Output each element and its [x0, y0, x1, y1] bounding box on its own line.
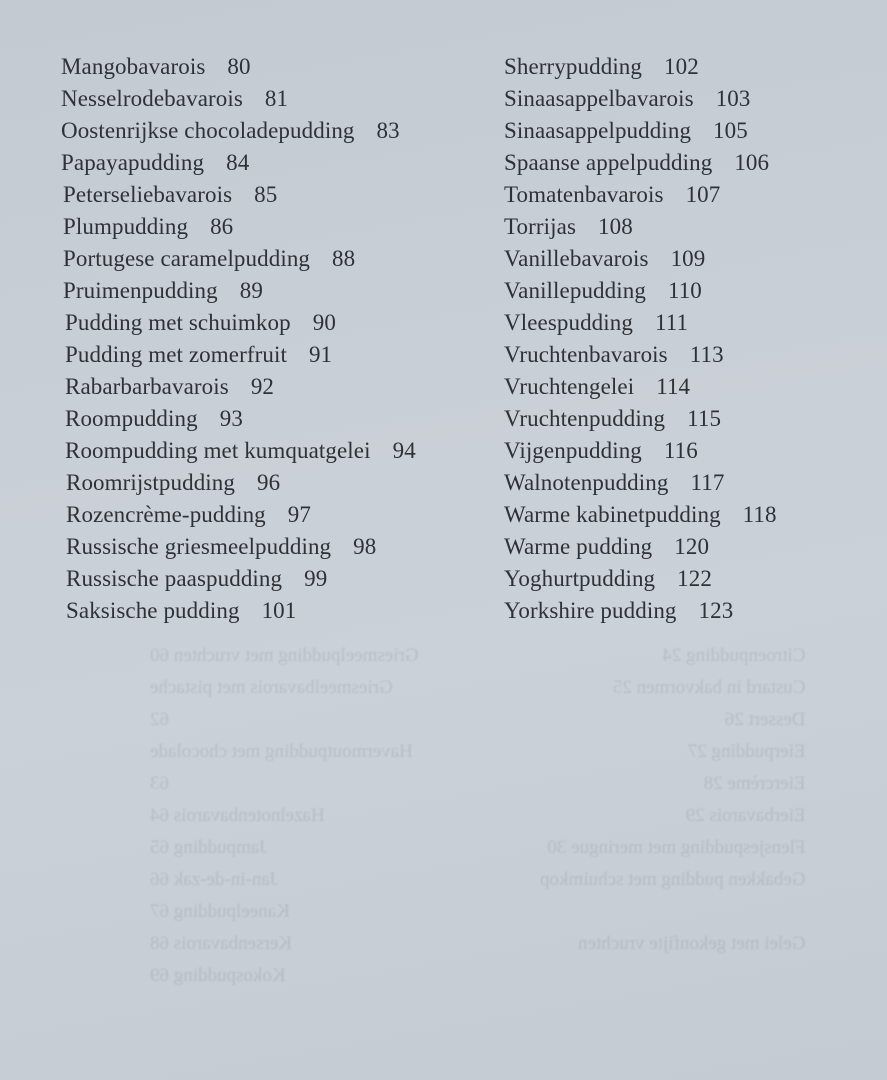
entry-title: Saksische pudding: [66, 598, 240, 623]
entry-title: Torrijas: [504, 214, 577, 239]
entry-title: Roompudding met kumquatgelei: [65, 438, 371, 463]
index-entry: [61, 147, 416, 179]
index-entry: [61, 403, 416, 435]
entry-title: Peterseliebavarois: [63, 182, 233, 207]
entry-title: Pudding met schuimkop: [65, 310, 291, 335]
entry-page-number: 108: [598, 214, 633, 239]
entry-page-number: 116: [663, 438, 698, 463]
entry-title: Rabarbarbavarois: [65, 374, 229, 399]
index-entry: [504, 403, 777, 435]
show-through-text-left: Griesmeelpudding met vruchten 60 Griesmeelbavarois met pistache 62 Havermoutpudding met chocolade 63 Hazelnotenbavarois 64 Jampudding 65 Jan-in-de-zak 66 Kaneelpudding 67 Kersenbavarois 68 Kokospudding 69: [150, 645, 419, 986]
entry-page-number: 110: [667, 278, 702, 303]
entry-page-number: 80: [227, 54, 251, 79]
entry-page-number: 105: [713, 118, 748, 143]
index-entry: [61, 179, 416, 211]
index-column-left: [61, 51, 416, 627]
index-entry: [504, 499, 777, 531]
index-entry: [504, 211, 777, 243]
index-entry: [504, 243, 777, 275]
entry-page-number: 90: [312, 310, 336, 335]
entry-title: Roomrijstpudding: [66, 470, 236, 495]
entry-title: Vruchtenbavarois: [504, 342, 668, 367]
entry-page-number: 97: [287, 502, 311, 527]
index-entry: [504, 147, 777, 179]
index-entry: [61, 435, 416, 467]
entry-title: Vruchtengelei: [504, 374, 635, 399]
entry-title: Warme pudding: [504, 534, 653, 559]
entry-page-number: 96: [257, 470, 281, 495]
entry-page-number: 93: [219, 406, 243, 431]
entry-page-number: 89: [239, 278, 263, 303]
entry-page-number: 92: [250, 374, 275, 399]
entry-title: Vruchtenpudding: [504, 406, 666, 431]
entry-page-number: 122: [677, 566, 712, 591]
entry-title: Russische paaspudding: [66, 566, 283, 591]
entry-title: Vanillepudding: [504, 278, 646, 303]
index-entry: [61, 531, 416, 563]
entry-title: Spaanse appelpudding: [504, 150, 713, 175]
entry-page-number: 113: [689, 342, 724, 367]
entry-title: Pudding met zomerfruit: [65, 342, 287, 367]
index-entry: [504, 307, 777, 339]
entry-title: Vijgenpudding: [504, 438, 642, 463]
index-entry: [504, 595, 777, 627]
entry-title: Nesselrodebavarois: [61, 86, 243, 111]
index-entry: [504, 115, 777, 147]
entry-page-number: 88: [332, 246, 356, 271]
index-entry: [61, 371, 416, 403]
entry-page-number: 85: [254, 182, 278, 207]
entry-title: Russische griesmeelpudding: [66, 534, 332, 559]
index-entry: [504, 339, 777, 371]
entry-title: Mangobavarois: [61, 54, 206, 79]
entry-title: Plumpudding: [63, 214, 189, 239]
index-entry: [504, 275, 777, 307]
index-entry: [504, 371, 777, 403]
entry-title: Walnotenpudding: [504, 470, 669, 495]
entry-page-number: 81: [264, 86, 289, 111]
entry-title: Pruimenpudding: [63, 278, 218, 303]
entry-page-number: 86: [210, 214, 234, 239]
entry-page-number: 102: [664, 54, 699, 79]
entry-title: Sherrypudding: [504, 54, 643, 79]
index-entry: [61, 339, 416, 371]
entry-title: Sinaasappelbavarois: [504, 86, 694, 111]
entry-title: Tomatenbavarois: [504, 182, 664, 207]
entry-page-number: 114: [656, 374, 691, 399]
entry-page-number: 120: [674, 534, 710, 559]
index-entry: [504, 435, 777, 467]
index-entry: [61, 83, 416, 115]
entry-title: Oostenrijkse chocoladepudding: [61, 118, 355, 143]
entry-page-number: 118: [742, 502, 777, 527]
entry-title: Rozencrème-pudding: [66, 502, 266, 527]
index-entry: [61, 243, 416, 275]
index-entry: [61, 275, 416, 307]
index-entry: [61, 307, 416, 339]
index-entry: [61, 115, 416, 147]
index-entry: [504, 531, 777, 563]
entry-title: Vleespudding: [504, 310, 633, 335]
entry-page-number: 83: [376, 118, 400, 143]
entry-title: Portugese caramelpudding: [63, 246, 311, 271]
index-entry: [61, 467, 416, 499]
entry-page-number: 99: [304, 566, 328, 591]
entry-title: Roompudding: [65, 406, 198, 431]
entry-title: Papayapudding: [61, 150, 205, 175]
index-entry: [61, 211, 416, 243]
entry-page-number: 84: [226, 150, 250, 175]
index-entry: [504, 467, 777, 499]
index-entry: [504, 51, 777, 83]
entry-page-number: 106: [734, 150, 770, 175]
entry-page-number: 109: [670, 246, 706, 271]
entry-page-number: 111: [654, 310, 689, 335]
index-entry: [61, 595, 416, 627]
entry-title: Yorkshire pudding: [504, 598, 677, 623]
index-entry: [504, 83, 777, 115]
entry-title: Sinaasappelpudding: [504, 118, 692, 143]
entry-title: Yoghurtpudding: [504, 566, 656, 591]
entry-page-number: 103: [715, 86, 751, 111]
entry-page-number: 98: [353, 534, 377, 559]
entry-page-number: 91: [308, 342, 333, 367]
entry-page-number: 107: [685, 182, 721, 207]
index-entry: [504, 179, 777, 211]
entry-page-number: 101: [261, 598, 297, 623]
entry-title: Warme kabinetpudding: [504, 502, 721, 527]
show-through-text-right: Citroenpudding 24 Custard in bakvormen 25 Dessert 26 Eierpudding 27 Eiercrème 28 Eierbavarois 29 Flensjespudding met meringue 30 Gebakken pudding met schuimkop Gelei met gekonfijte vruchten: [540, 645, 806, 954]
index-entry: [61, 51, 416, 83]
entry-title: Vanillebavarois: [504, 246, 649, 271]
index-entry: [504, 563, 777, 595]
index-entry: [61, 499, 416, 531]
index-entry: [61, 563, 416, 595]
entry-page-number: 123: [698, 598, 734, 623]
entry-page-number: 94: [392, 438, 416, 463]
entry-page-number: 117: [690, 470, 725, 495]
entry-page-number: 115: [687, 406, 722, 431]
index-column-right: [504, 51, 777, 627]
